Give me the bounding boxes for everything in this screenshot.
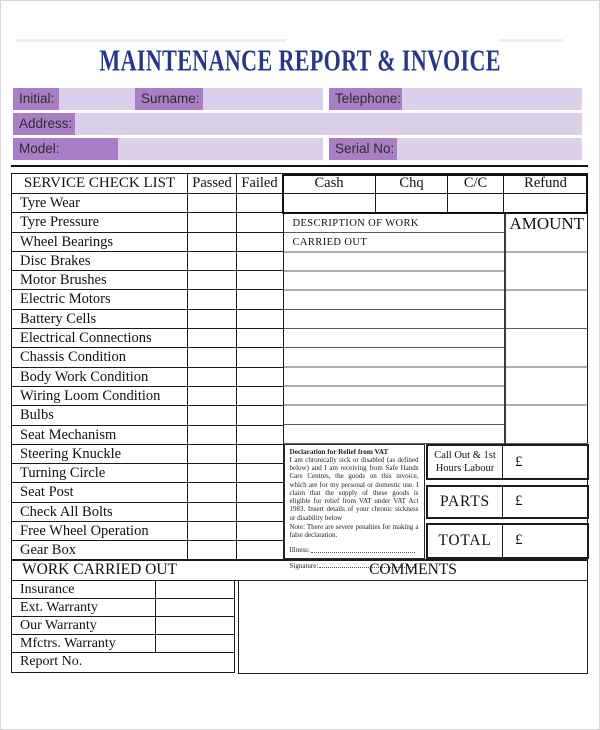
call-out-labour-amount-cell[interactable] <box>503 446 587 478</box>
checklist-item-label: Free Wheel Operation <box>12 522 188 540</box>
pound-sign: £ <box>515 493 523 509</box>
failed-cell[interactable] <box>237 348 284 366</box>
table-row <box>12 194 284 213</box>
checklist-item-label: Electric Motors <box>12 290 188 308</box>
mfctrs-warranty-check-cell[interactable] <box>155 635 234 652</box>
table-row <box>12 653 234 671</box>
illness-label: Illness: <box>289 546 310 555</box>
table-row <box>12 617 234 635</box>
address-field-label: Address: <box>13 113 75 135</box>
comments-title: COMMENTS <box>369 561 457 578</box>
passed-column-header: Passed <box>188 174 237 193</box>
failed-cell[interactable] <box>237 194 284 212</box>
table-row <box>12 426 284 445</box>
pound-sign: £ <box>515 532 523 548</box>
failed-cell[interactable] <box>237 368 284 386</box>
table-row <box>12 368 284 387</box>
checklist-item-label: Disc Brakes <box>12 252 188 270</box>
checklist-item-label: Seat Post <box>12 483 188 501</box>
failed-cell[interactable] <box>237 406 284 424</box>
checklist-item-label: Turning Circle <box>12 464 188 482</box>
table-row <box>12 503 284 522</box>
description-of-work-label: DESCRIPTION OF WORK <box>292 217 419 229</box>
chq-cell[interactable] <box>376 194 448 214</box>
initial-field-label: Initial: <box>13 88 59 110</box>
call-out-labour-box <box>426 444 589 480</box>
cc-cell[interactable] <box>448 194 504 214</box>
passed-cell[interactable] <box>188 464 237 482</box>
table-row <box>12 581 234 599</box>
work-type-label: Insurance <box>20 582 75 597</box>
vat-declaration-note: Note: There are severe penalties for making a false declaration. <box>289 522 419 540</box>
scan-artifact <box>16 39 286 42</box>
signature-label: Signature: <box>289 561 319 570</box>
table-row <box>12 290 284 309</box>
passed-cell[interactable] <box>188 426 237 444</box>
table-row <box>12 522 284 541</box>
passed-cell[interactable] <box>188 271 237 289</box>
passed-cell[interactable] <box>188 252 237 270</box>
failed-cell[interactable] <box>237 387 284 405</box>
table-row <box>12 464 284 483</box>
passed-cell[interactable] <box>188 290 237 308</box>
failed-cell[interactable] <box>237 426 284 444</box>
parts-label: PARTS <box>428 487 503 517</box>
checklist-item-label: Battery Cells <box>12 310 188 328</box>
surname-field-label: Surname: <box>135 88 203 110</box>
passed-cell[interactable] <box>188 194 237 212</box>
failed-cell[interactable] <box>237 252 284 270</box>
checklist-item-label: Bulbs <box>12 406 188 424</box>
pound-sign: £ <box>515 453 523 470</box>
page-title: MAINTENANCE REPORT & INVOICE <box>99 44 501 78</box>
table-row <box>12 599 234 617</box>
table-header-row <box>12 174 587 194</box>
work-type-label: Ext. Warranty <box>20 600 98 615</box>
checklist-item-label: Wiring Loom Condition <box>12 387 188 405</box>
cash-column-header: Cash <box>283 174 376 193</box>
passed-cell[interactable] <box>188 541 237 560</box>
description-of-work-area[interactable] <box>284 214 505 445</box>
table-row <box>12 445 284 464</box>
passed-cell[interactable] <box>188 406 237 424</box>
table-row <box>12 348 284 367</box>
passed-cell[interactable] <box>188 445 237 463</box>
comments-entry-box[interactable] <box>238 580 588 674</box>
checklist-item-label: Body Work Condition <box>12 368 188 386</box>
passed-cell[interactable] <box>188 310 237 328</box>
refund-cell[interactable] <box>504 194 588 214</box>
ext-warranty-check-cell[interactable] <box>155 599 234 616</box>
table-row <box>12 406 284 425</box>
checklist-item-label: Tyre Pressure <box>12 213 188 231</box>
total-label: TOTAL <box>428 525 503 557</box>
model-field-label: Model: <box>13 138 118 160</box>
total-amount-cell[interactable] <box>503 525 587 557</box>
table-row <box>12 387 284 406</box>
failed-cell[interactable] <box>237 483 284 501</box>
failed-cell[interactable] <box>237 271 284 289</box>
failed-cell[interactable] <box>237 310 284 328</box>
chq-column-header: Chq <box>376 174 448 193</box>
checklist-item-label: Tyre Wear <box>12 194 188 212</box>
failed-column-header: Failed <box>237 174 283 193</box>
illness-entry-line[interactable] <box>311 546 415 553</box>
checklist-item-label: Check All Bolts <box>12 503 188 521</box>
passed-cell[interactable] <box>188 348 237 366</box>
work-type-table <box>11 580 235 673</box>
address-input-row[interactable] <box>13 113 582 135</box>
checklist-item-label: Wheel Bearings <box>12 233 188 251</box>
vat-declaration-heading: Declaration for Relief from VAT <box>289 447 389 456</box>
table-row <box>12 483 284 502</box>
work-carried-out-title: WORK CARRIED OUT <box>22 561 177 578</box>
total-box <box>426 523 589 559</box>
table-row <box>12 635 234 653</box>
table-row <box>12 310 284 329</box>
checklist-item-label: Motor Brushes <box>12 271 188 289</box>
refund-column-header: Refund <box>524 175 567 191</box>
work-carried-out-header-row <box>11 560 588 581</box>
parts-amount-cell[interactable] <box>503 487 587 517</box>
passed-cell[interactable] <box>188 368 237 386</box>
passed-cell[interactable] <box>188 213 237 231</box>
table-row <box>12 213 284 232</box>
passed-cell[interactable] <box>188 233 237 251</box>
table-row <box>12 541 284 560</box>
table-row <box>12 329 284 348</box>
failed-cell[interactable] <box>237 233 284 251</box>
passed-cell[interactable] <box>188 522 237 540</box>
insurance-check-cell[interactable] <box>155 581 234 598</box>
call-out-labour-label: Call Out & 1st Hours Labour <box>428 446 503 478</box>
checklist-item-label: Electrical Connections <box>12 329 188 347</box>
cc-column-header: C/C <box>448 174 504 193</box>
passed-cell[interactable] <box>188 503 237 521</box>
scan-artifact <box>499 39 563 42</box>
failed-cell[interactable] <box>237 503 284 521</box>
cash-cell[interactable] <box>284 194 376 214</box>
checklist-item-label: Gear Box <box>12 541 188 560</box>
passed-cell[interactable] <box>188 329 237 347</box>
checklist-rows <box>12 194 284 561</box>
report-no-label: Report No. <box>20 654 83 669</box>
table-row <box>12 252 284 271</box>
checklist-item-label: Seat Mechanism <box>12 426 188 444</box>
header-separator-line <box>11 165 588 167</box>
failed-cell[interactable] <box>237 464 284 482</box>
failed-cell[interactable] <box>237 329 284 347</box>
checklist-item-label: Chassis Condition <box>12 348 188 366</box>
carried-out-label: CARRIED OUT <box>292 236 368 248</box>
passed-cell[interactable] <box>188 483 237 501</box>
table-row <box>12 233 284 252</box>
vat-declaration-box <box>284 444 425 570</box>
failed-cell[interactable] <box>237 290 284 308</box>
amount-column[interactable] <box>504 214 588 445</box>
vat-declaration-body: I am chronically sick or disabled (as defined below) and I am receiving from Safe Hands Care Centres, the goods on this invoice, which are for my personal or domestic use. I claim that the supply of these goods is eligible for relief from VAT under VAT Act 1983. Insert details of your chronic sickness or disability below <box>289 455 419 522</box>
payment-entry-row <box>284 194 588 214</box>
failed-cell[interactable] <box>237 522 284 540</box>
passed-cell[interactable] <box>188 387 237 405</box>
serial-no-field-label: Serial No: <box>329 138 397 160</box>
amount-column-header: AMOUNT <box>509 213 585 233</box>
checklist-item-label: Steering Knuckle <box>12 445 188 463</box>
failed-cell[interactable] <box>237 445 284 463</box>
table-row <box>12 271 284 290</box>
service-check-list-header: SERVICE CHECK LIST <box>12 174 188 193</box>
work-type-label: Mfctrs. Warranty <box>20 636 116 651</box>
failed-cell[interactable] <box>237 541 284 560</box>
parts-box <box>426 485 589 519</box>
our-warranty-check-cell[interactable] <box>155 617 234 634</box>
failed-cell[interactable] <box>237 213 284 231</box>
telephone-field-label: Telephone: <box>329 88 402 110</box>
work-type-label: Our Warranty <box>20 618 97 633</box>
